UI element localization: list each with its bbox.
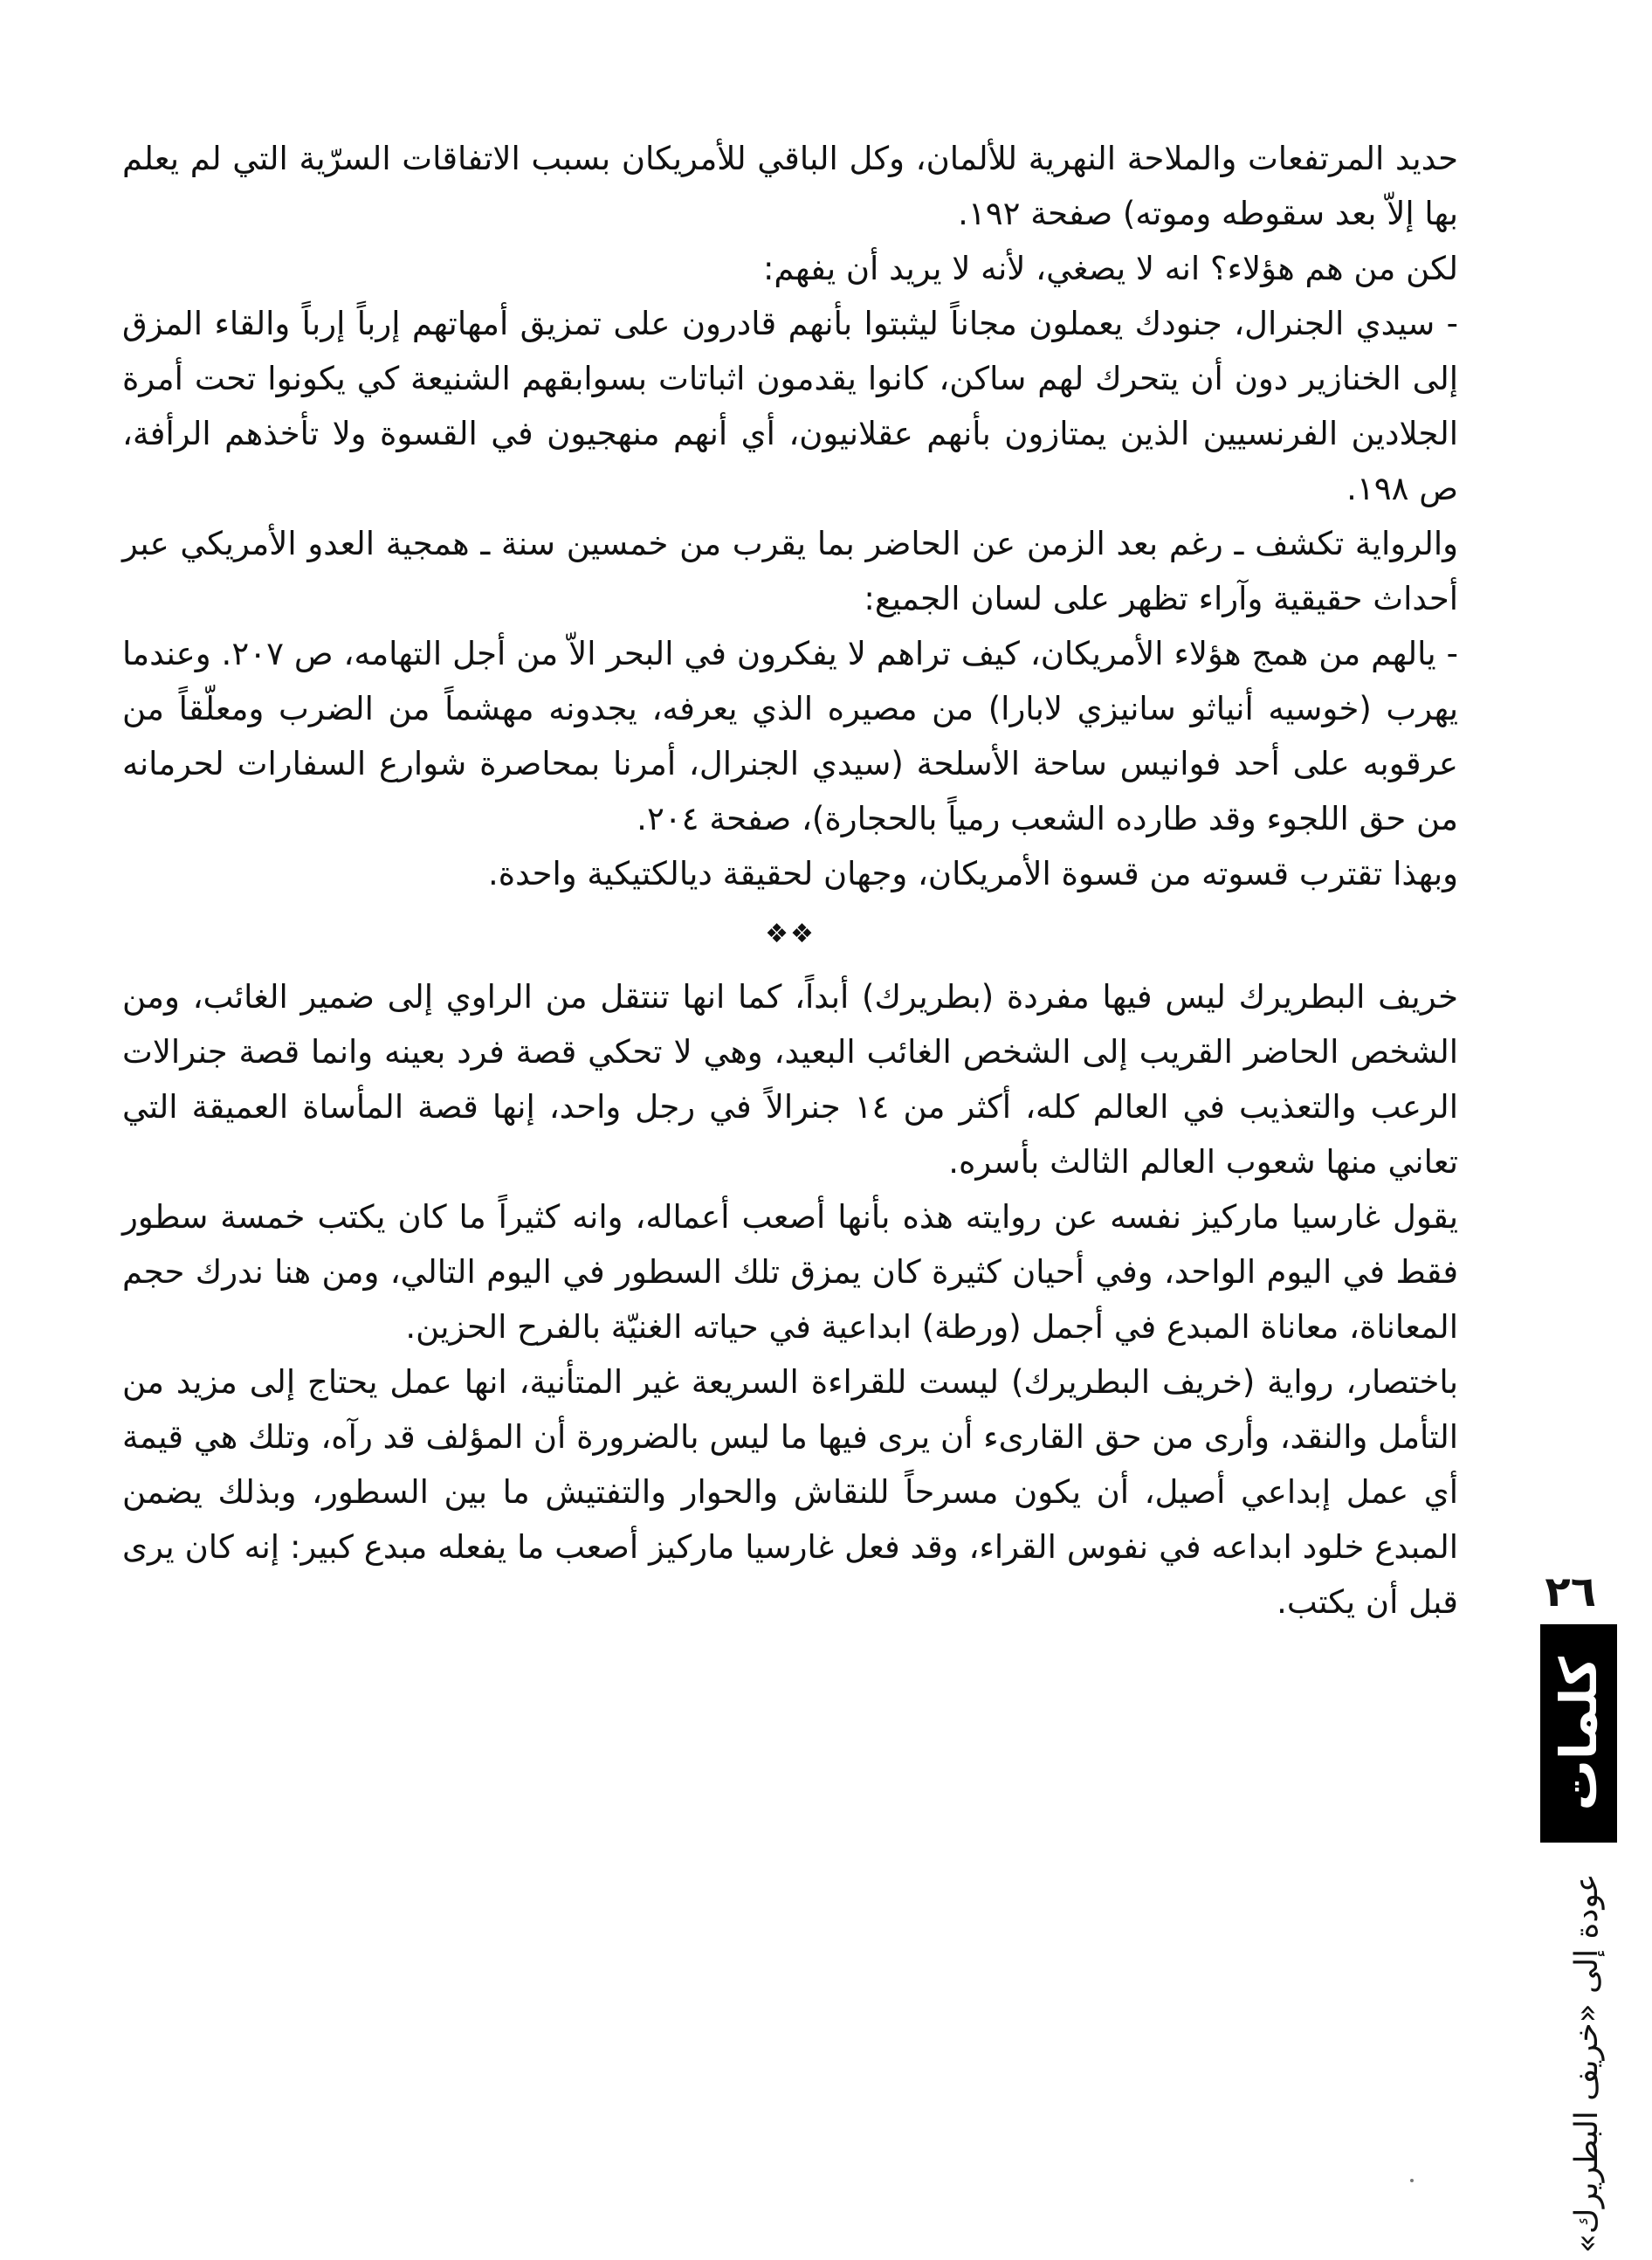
- scan-speck: [1410, 2179, 1414, 2182]
- paragraph-6: وبهذا تقترب قسوته من قسوة الأمريكان، وجهان لحقيقة ديالكتيكية واحدة.: [488, 855, 1458, 892]
- brand-logo: [1540, 1624, 1617, 1843]
- paragraph-7: خريف البطريرك ليس فيها مفردة (بطريرك) أبداً، كما انها تنتقل من الراوي إلى ضمير الغائب، ومن الشخص الحاضر القريب إلى الشخص الغائب البعيد، وهي لا تحكي قصة فرد بعينه وانما قصة جنرالات الرعب والتعذيب في العالم كله، أكثر من ١٤ جنرالاً في رجل واحد، إنها قصة المأساة العميقة التي تعاني منها شعوب العالم الثالث بأسره.: [122, 978, 1458, 1181]
- brand-label: كلمات: [1549, 1656, 1608, 1811]
- section-ornament: ❖❖: [765, 919, 816, 949]
- paragraph-8: يقول غارسيا ماركيز نفسه عن روايته هذه بأنها أصعب أعماله، وانه كثيراً ما كان يكتب خمسة سطور فقط في اليوم الواحد، وفي أحيان كثيرة كان يمزق تلك السطور في اليوم التالي، ومن هنا ندرك حجم المعاناة، معاناة المبدع في أجمل (ورطة) ابداعية في حياته الغنيّة بالفرح الحزين.: [122, 1198, 1458, 1346]
- paragraph-5: - يالهم من همج هؤلاء الأمريكان، كيف تراهم لا يفكرون في البحر الاّ من أجل التهامه، ص ٢٠٧. وعندما يهرب (خوسيه أنياثو سانيزي لابارا) من مصيره الذي يعرفه، يجدونه مهشماً من الضرب ومعلّقاً من عرقوبه على أحد فوانيس ساحة الأسلحة (سيدي الجنرال، أمرنا بمحاصرة شوارع السفارات لحرمانه من حق اللجوء وقد طارده الشعب رمياً بالحجارة)، صفحة ٢٠٤.: [122, 635, 1458, 837]
- paragraph-2: لكن من هم هؤلاء؟ انه لا يصغي، لأنه لا يريد أن يفهم:: [762, 250, 1458, 287]
- paragraph-3: - سيدي الجنرال، جنودك يعملون مجاناً ليثبتوا بأنهم قادرون على تمزيق أمهاتهم إرباً إرباً والقاء المزق إلى الخنازير دون أن يتحرك لهم ساكن، كانوا يقدمون اثباتات بسوابقهم الشنيعة كي يكونوا تحت أمرة الجلادين الفرنسيين الذين يمتازون بأنهم عقلانيون، أي أنهم منهجيون في القسوة ولا تأخذهم الرأفة، ص ١٩٨.: [122, 305, 1458, 507]
- paragraph-1: حديد المرتفعات والملاحة النهرية للألمان، وكل الباقي للأمريكان بسبب الاتفاقات السرّية التي لم يعلم بها إلاّ بعد سقوطه وموته) صفحة ١٩٢.: [122, 140, 1458, 232]
- page-number: ٢٦: [1545, 1568, 1596, 1616]
- paragraph-9: باختصار، رواية (خريف البطريرك) ليست للقراءة السريعة غير المتأنية، انها عمل يحتاج إلى مزيد من التأمل والنقد، وأرى من حق القارىء أن يرى فيها ما ليس بالضرورة أن المؤلف قد رآه، وتلك هي قيمة أي عمل إبداعي أصيل، أن يكون مسرحاً للنقاش والحوار والتفتيش ما بين السطور، وبذلك يضمن المبدع خلود ابداعه في نفوس القراء، وقد فعل غارسيا ماركيز أصعب ما يفعله مبدع كبير: إنه كان يرى قبل أن يكتب.: [122, 1363, 1458, 1621]
- page-body: [122, 131, 1458, 1630]
- paragraph-4: والرواية تكشف ـ رغم بعد الزمن عن الحاضر بما يقرب من خمسين سنة ـ همجية العدو الأمريكي عبر أحداث حقيقية وآراء تظهر على لسان الجميع:: [122, 525, 1458, 617]
- running-title: عودة إلى «خريف البطريرك»: [1569, 1873, 1605, 2253]
